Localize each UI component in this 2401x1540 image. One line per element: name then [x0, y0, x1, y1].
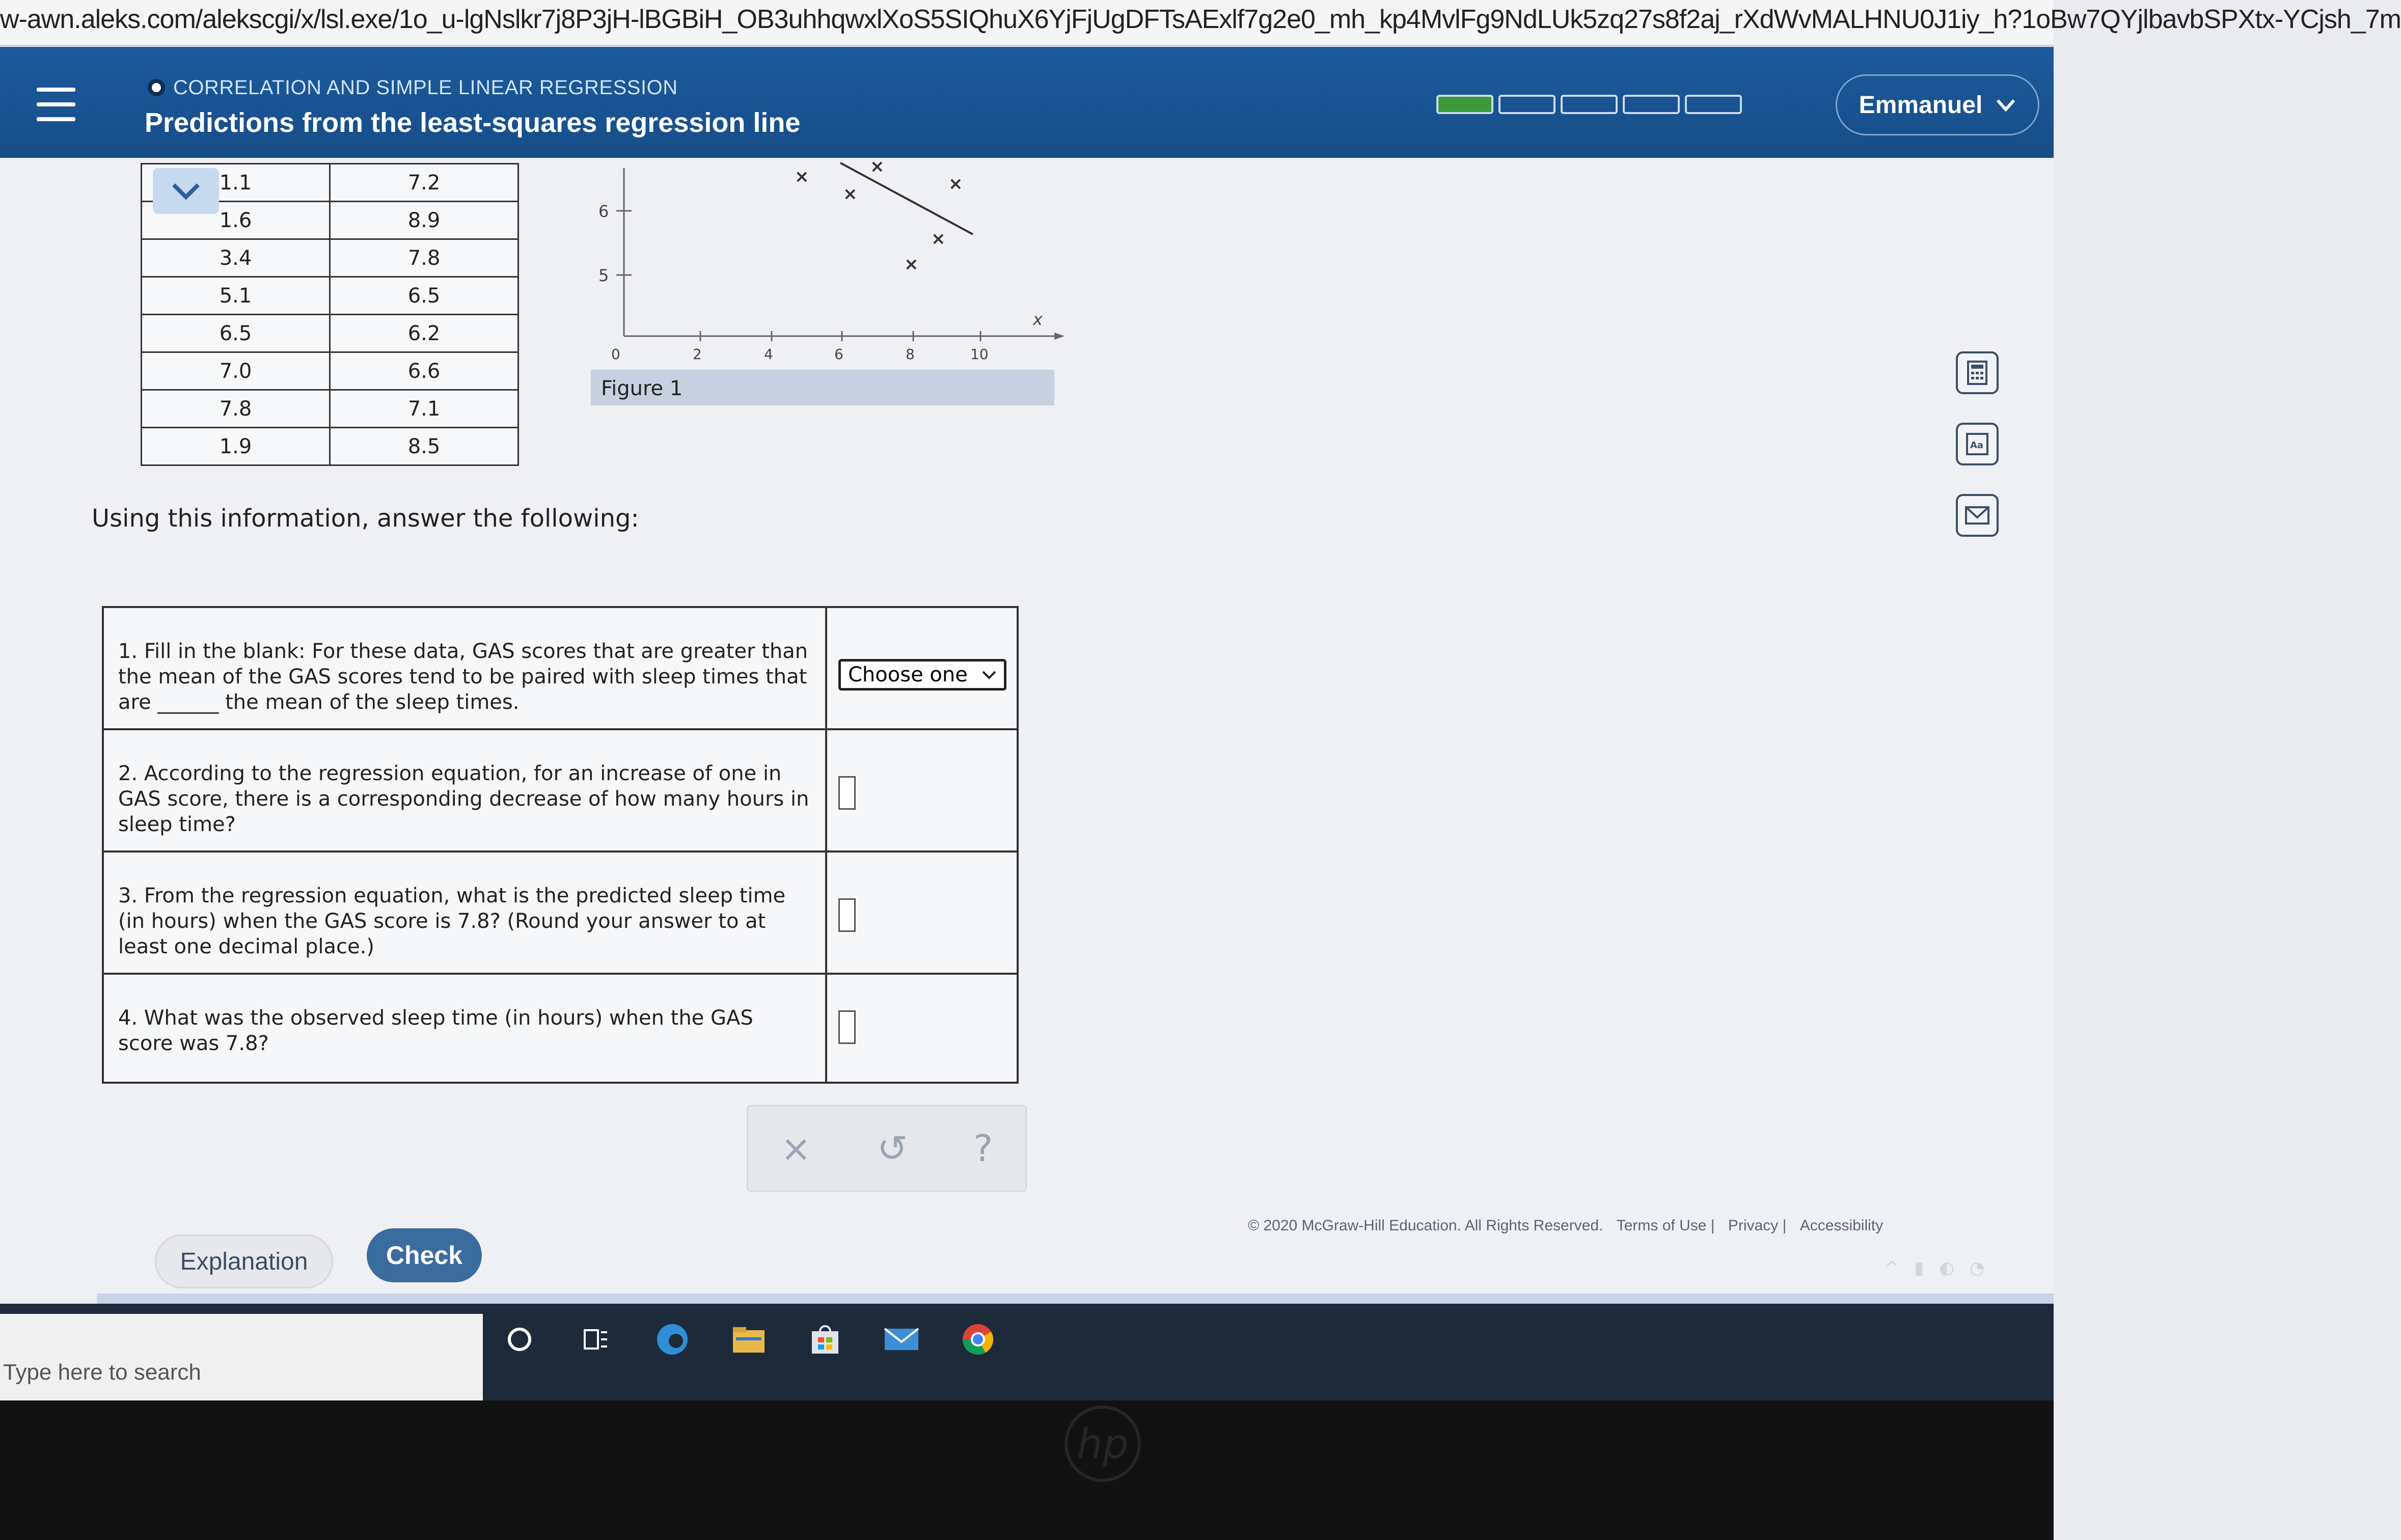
- app-header: [0, 47, 2054, 158]
- help-icon[interactable]: ?: [973, 1127, 993, 1170]
- tray-wifi-icon[interactable]: ◔: [1969, 1258, 1985, 1278]
- gas-score-cell: 5.1: [142, 277, 330, 315]
- calculator-glyph: [1963, 359, 1991, 387]
- sleep-time-cell: 7.1: [330, 390, 519, 428]
- table-row: [142, 428, 519, 465]
- table-row: [142, 277, 519, 315]
- mail-glyph: [1963, 501, 1991, 530]
- chevron-down-icon: [1996, 97, 2016, 113]
- answer-action-bar: [747, 1105, 1027, 1192]
- address-bar[interactable]: [0, 0, 2401, 46]
- menu-icon[interactable]: [37, 88, 75, 121]
- file-explorer-icon[interactable]: [728, 1319, 769, 1360]
- collapse-button[interactable]: [153, 168, 219, 214]
- progress-segment: [1685, 95, 1742, 114]
- question-1-text: 1. Fill in the blank: For these data, GAS scores that are greater than the mean of the GAS scores tend to be paired with sleep times that are ______ the mean of the sleep times.: [104, 608, 827, 728]
- instructions-text: Using this information, answer the following:: [92, 504, 639, 533]
- gas-score-cell: 1.6: [142, 202, 330, 239]
- copyright-text: © 2020 McGraw-Hill Education. All Rights Reserved.: [1248, 1217, 1603, 1234]
- question-3-text: 3. From the regression equation, what is the predicted sleep time (in hours) when the GAS score is 7.8? (Round your answer to at least one decimal place.): [104, 853, 827, 973]
- x-axis-label: x: [1033, 310, 1043, 329]
- answer-1-dropdown[interactable]: [838, 659, 1006, 691]
- system-tray: [1885, 1258, 1985, 1278]
- accessibility-link[interactable]: Accessibility: [1799, 1217, 1884, 1234]
- progress-segment: [1561, 95, 1618, 114]
- page-title: Predictions from the least-squares regression line: [145, 107, 801, 138]
- cortana-icon[interactable]: [499, 1319, 540, 1360]
- explanation-button[interactable]: Explanation: [155, 1234, 333, 1288]
- data-point: ×: [931, 229, 946, 249]
- task-view-icon[interactable]: [576, 1319, 616, 1360]
- tray-chevron-up-icon[interactable]: ^: [1885, 1258, 1899, 1278]
- question-row-2: [104, 730, 1017, 853]
- dropdown-value: Choose one: [848, 663, 968, 686]
- mail-icon[interactable]: [1956, 494, 1999, 537]
- answer-4-input[interactable]: [838, 1010, 856, 1044]
- sleep-time-cell: 6.2: [330, 315, 519, 352]
- store-icon[interactable]: [805, 1319, 845, 1360]
- topic-text: CORRELATION AND SIMPLE LINEAR REGRESSION: [173, 76, 678, 99]
- x-tick-2: 2: [693, 346, 702, 363]
- x-tick-6: 6: [834, 346, 843, 363]
- data-point: ×: [904, 254, 919, 274]
- terms-link[interactable]: Terms of Use: [1616, 1217, 1707, 1234]
- sleep-time-cell: 6.5: [330, 277, 519, 315]
- calculator-icon[interactable]: [1956, 351, 1999, 394]
- question-row-4: [104, 975, 1017, 1082]
- topic-dot-icon: [148, 79, 165, 96]
- y-tick-6: 6: [598, 202, 609, 221]
- data-point: ×: [870, 156, 885, 177]
- tray-network-icon[interactable]: ◐: [1939, 1258, 1954, 1278]
- questions-table: [102, 606, 1019, 1084]
- chrome-icon[interactable]: [958, 1319, 998, 1360]
- progress-segment: [1623, 95, 1680, 114]
- url-text: w-awn.aleks.com/alekscgi/x/lsl.exe/1o_u-lgNslkr7j8P3jH-lBGBiH_OB3uhhqwxlXoS5SIQhuX6YjFjUgDFTsAExlf7g2e0_mh_kp4MvlFg9NdLUk5zq27s8f2aj_rXdWvMALHNU0J1iy_h?1oBw7QYjlbavbSPXtx-YCjsh_7m: [0, 5, 2401, 34]
- question-row-1: [104, 608, 1017, 730]
- undo-icon[interactable]: ↺: [877, 1127, 908, 1170]
- privacy-link[interactable]: Privacy: [1728, 1217, 1779, 1234]
- x-tick-0: 0: [611, 346, 620, 363]
- sleep-time-cell: 6.6: [330, 352, 519, 390]
- gas-score-cell: 7.0: [142, 352, 330, 390]
- scatter-plot: [576, 158, 1065, 362]
- question-2-text: 2. According to the regression equation, for an increase of one in GAS score, there is a corresponding decrease of how many hours in sleep time?: [104, 730, 827, 850]
- x-tick-4: 4: [764, 346, 773, 363]
- x-tick-8: 8: [906, 346, 915, 363]
- mail-app-icon[interactable]: [881, 1319, 922, 1360]
- periodic-table-icon[interactable]: [1956, 423, 1999, 465]
- footer: © 2020 McGraw-Hill Education. All Rights Reserved. Terms of Use | Privacy | Accessibility: [1248, 1217, 1884, 1234]
- taskbar-icons: [499, 1319, 998, 1360]
- hp-logo: hp: [1065, 1406, 1141, 1482]
- progress-bar: [1436, 95, 1742, 114]
- user-name: Emmanuel: [1859, 91, 1983, 119]
- periodic-table-glyph: [1963, 430, 1991, 458]
- table-row: [142, 315, 519, 352]
- data-point: ×: [795, 167, 809, 187]
- table-row: [142, 390, 519, 428]
- topic-label: [148, 76, 678, 99]
- answer-3-input[interactable]: [838, 898, 856, 932]
- user-menu-button[interactable]: [1836, 74, 2039, 135]
- chevron-down-icon: [981, 670, 997, 680]
- figure-caption: Figure 1: [591, 370, 1054, 405]
- x-tick-10: 10: [970, 346, 989, 363]
- table-row: [142, 239, 519, 277]
- edge-icon[interactable]: [652, 1319, 693, 1360]
- gas-score-cell: 7.8: [142, 390, 330, 428]
- gas-score-cell: 6.5: [142, 315, 330, 352]
- tray-battery-icon[interactable]: ▮: [1914, 1258, 1924, 1278]
- question-row-3: [104, 853, 1017, 975]
- answer-2-input[interactable]: [838, 776, 856, 810]
- y-tick-5: 5: [598, 266, 609, 285]
- gas-score-cell: 1.9: [142, 428, 330, 465]
- data-point: ×: [843, 184, 858, 204]
- laptop-bezel: [0, 1400, 2054, 1540]
- question-4-text: 4. What was the observed sleep time (in hours) when the GAS score was 7.8?: [104, 975, 827, 1082]
- taskbar-search-input[interactable]: Type here to search: [0, 1314, 483, 1400]
- progress-segment: [1436, 95, 1493, 114]
- clear-icon[interactable]: ×: [780, 1127, 811, 1170]
- chevron-down-icon: [171, 181, 201, 201]
- check-button[interactable]: Check: [367, 1228, 482, 1282]
- svg-text:Aa: Aa: [1970, 440, 1984, 451]
- sleep-time-cell: 7.8: [330, 239, 519, 277]
- sleep-time-cell: 8.5: [330, 428, 519, 465]
- sleep-time-cell: 8.9: [330, 202, 519, 239]
- gas-score-cell: 3.4: [142, 239, 330, 277]
- data-point: ×: [948, 174, 963, 194]
- progress-segment: [1498, 95, 1556, 114]
- gas-score-cell: 1.1: [142, 164, 330, 202]
- table-row: [142, 352, 519, 390]
- sleep-time-cell: 7.2: [330, 164, 519, 202]
